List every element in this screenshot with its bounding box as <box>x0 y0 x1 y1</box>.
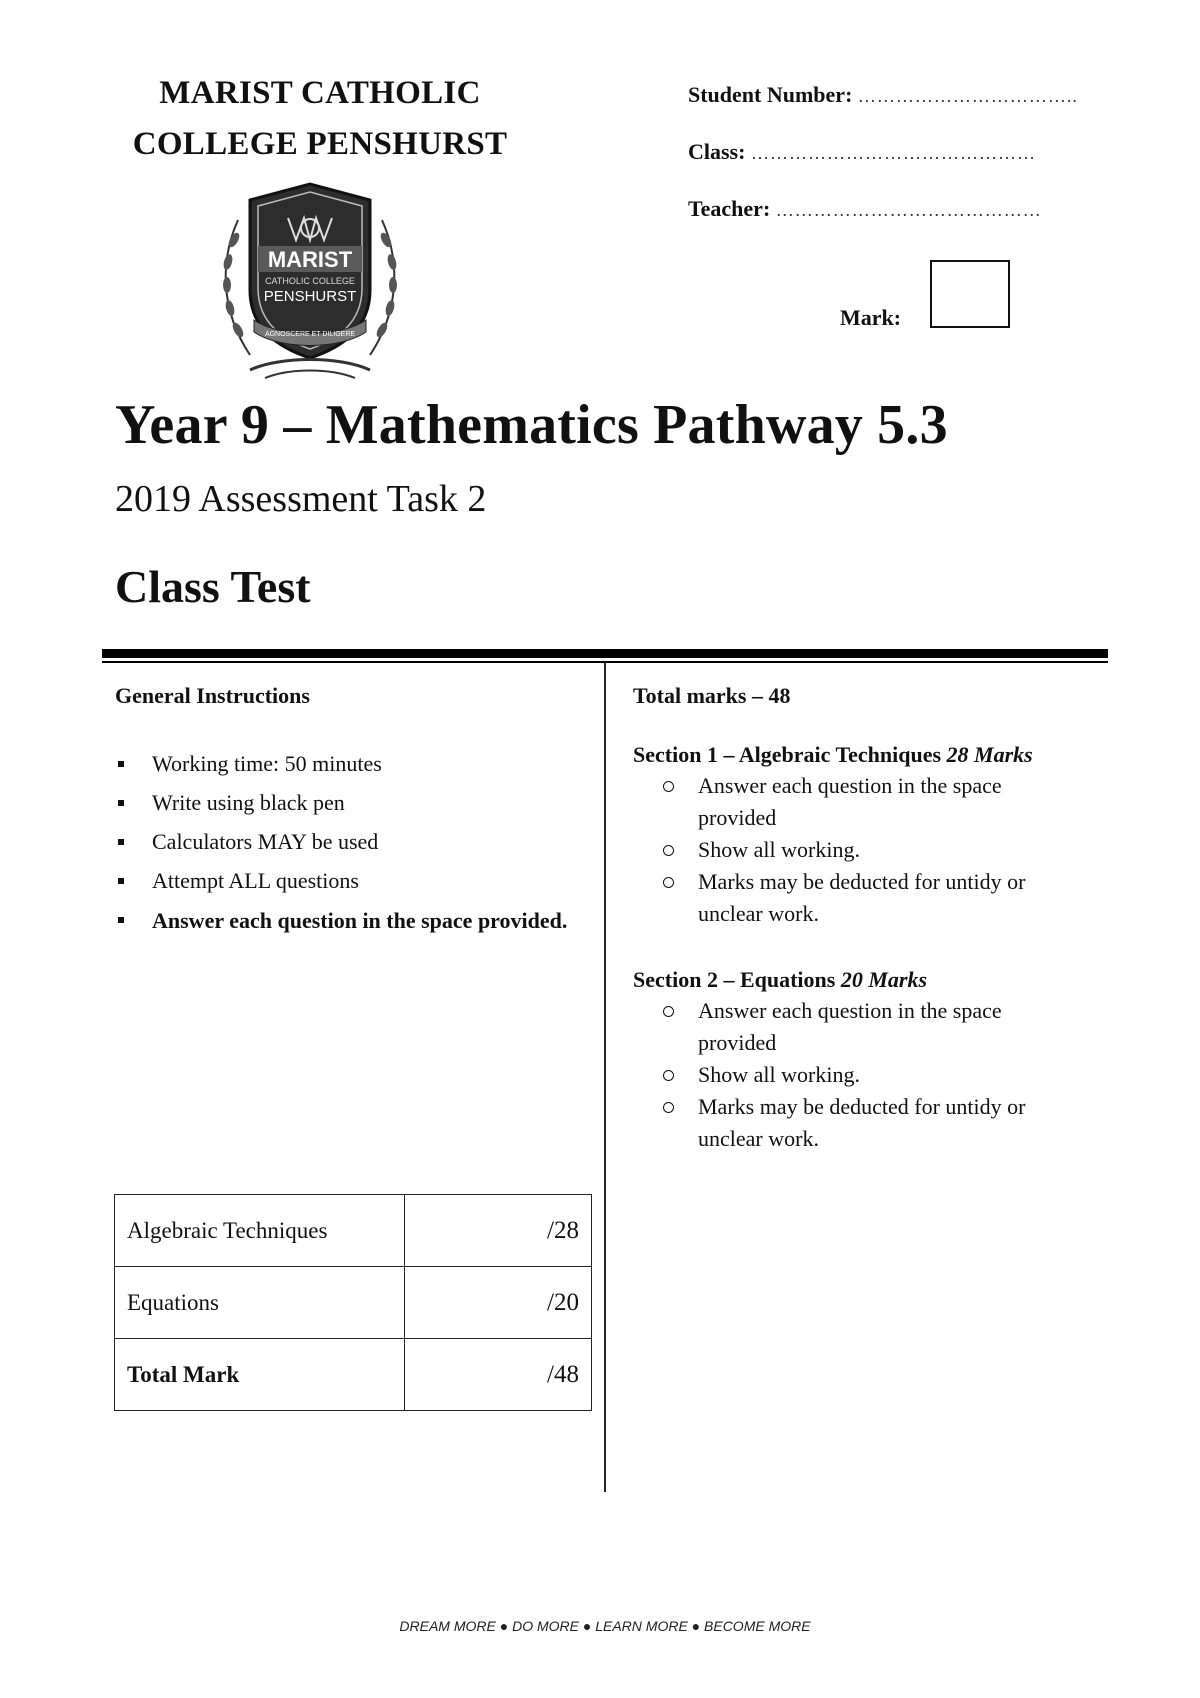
square-bullet-icon <box>118 839 124 845</box>
school-name-line1: MARIST CATHOLIC <box>159 75 481 111</box>
section-item-text: Show all working. <box>698 1062 860 1087</box>
list-item <box>115 750 595 777</box>
student-number-row <box>688 82 1078 108</box>
section2-list <box>660 995 1080 1155</box>
list-item <box>115 789 595 816</box>
list-item <box>660 770 1080 834</box>
instruction-text: Attempt ALL questions <box>152 868 359 893</box>
list-item <box>115 828 595 855</box>
section2-heading <box>633 967 927 993</box>
footer-motto: DREAM MORE ● DO MORE ● LEARN MORE ● BECOME MORE <box>399 1618 811 1634</box>
school-name-line2: COLLEGE PENSHURST <box>132 126 508 162</box>
section-item-text: Marks may be deducted for untidy or unclear work. <box>698 1094 1026 1151</box>
section2-marks: 20 Marks <box>840 967 928 992</box>
page-subtitle: 2019 Assessment Task 2 <box>115 478 487 520</box>
crest-top-text: MARIST <box>267 247 353 272</box>
school-name <box>100 68 540 170</box>
table-row <box>115 1267 592 1339</box>
list-item <box>115 867 595 894</box>
table-cell-value[interactable]: /28 <box>405 1195 592 1267</box>
section-item-text: Marks may be deducted for untidy or unclear work. <box>698 869 1026 926</box>
section-item-text: Answer each question in the space provided <box>698 773 1002 830</box>
instruction-text: Calculators MAY be used <box>152 829 379 854</box>
table-cell-value[interactable]: /20 <box>405 1267 592 1339</box>
general-instructions-heading: General Instructions <box>115 683 310 708</box>
table-cell-value[interactable]: /48 <box>405 1339 592 1411</box>
square-bullet-icon <box>118 761 124 767</box>
table-cell-label: Algebraic Techniques <box>115 1195 405 1267</box>
list-item <box>660 1059 1080 1091</box>
circle-bullet-icon <box>663 1006 674 1017</box>
mark-box[interactable] <box>930 260 1010 328</box>
crest-bottom-text: PENSHURST <box>263 288 357 305</box>
teacher-label: Teacher: <box>688 196 771 221</box>
class-row <box>688 139 1036 165</box>
total-marks-heading: Total marks – 48 <box>633 683 791 708</box>
class-test-heading: Class Test <box>115 561 311 612</box>
general-instructions-list <box>115 750 595 947</box>
list-item <box>660 1091 1080 1155</box>
section2-title: Section 2 – Equations <box>633 967 841 992</box>
section1-title: Section 1 – Algebraic Techniques <box>633 742 947 767</box>
instruction-text: Answer each question in the space provided. <box>152 908 568 933</box>
class-label: Class: <box>688 139 746 164</box>
teacher-row <box>688 196 1042 222</box>
student-number-label: Student Number: <box>688 82 853 107</box>
mark-label: Mark: <box>840 305 902 330</box>
crest-middle-text: CATHOLIC COLLEGE <box>265 276 355 286</box>
table-cell-label: Equations <box>115 1267 405 1339</box>
square-bullet-icon <box>118 878 124 884</box>
circle-bullet-icon <box>663 1102 674 1113</box>
instruction-text: Write using black pen <box>152 790 345 815</box>
list-item <box>660 995 1080 1059</box>
table-row <box>115 1195 592 1267</box>
list-item <box>660 834 1080 866</box>
list-item <box>115 906 595 935</box>
square-bullet-icon <box>118 917 124 923</box>
class-field[interactable]: ……………………………………… <box>750 143 1036 163</box>
school-crest-logo <box>210 180 410 386</box>
table-cell-label: Total Mark <box>115 1339 405 1411</box>
section1-marks: 28 Marks <box>946 742 1033 767</box>
circle-bullet-icon <box>663 1070 674 1081</box>
crest-motto: AGNOSCERE ET DILIGERE <box>264 331 356 338</box>
square-bullet-icon <box>118 800 124 806</box>
teacher-field[interactable]: …………………………………… <box>775 200 1042 220</box>
section1-heading <box>633 742 1033 768</box>
section1-list <box>660 770 1080 930</box>
circle-bullet-icon <box>663 781 674 792</box>
marks-table <box>114 1194 592 1411</box>
instruction-text: Working time: 50 minutes <box>152 751 382 776</box>
circle-bullet-icon <box>663 877 674 888</box>
student-number-field[interactable]: …………………………….. <box>857 86 1078 106</box>
column-divider <box>604 662 606 1492</box>
section-item-text: Show all working. <box>698 837 860 862</box>
list-item <box>660 866 1080 930</box>
circle-bullet-icon <box>663 845 674 856</box>
section-item-text: Answer each question in the space provided <box>698 998 1002 1055</box>
table-row <box>115 1339 592 1411</box>
thick-divider <box>102 649 1108 658</box>
page-title: Year 9 – Mathematics Pathway 5.3 <box>115 394 948 456</box>
